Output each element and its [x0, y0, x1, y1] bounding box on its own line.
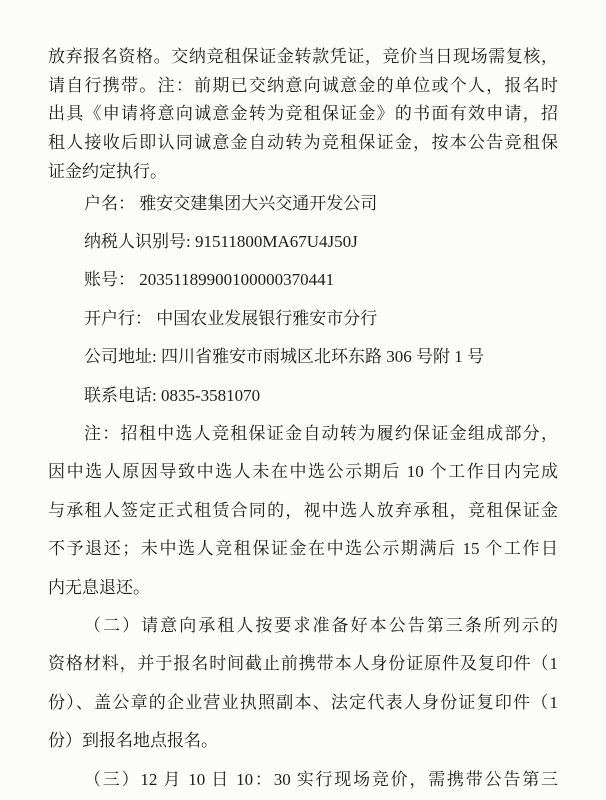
para-deposit-notice-line-2: 请自行携带。注：前期已交纳意向诚意金的单位或个人，报名时 [48, 75, 558, 95]
para-deposit-notice-line-3: 出具《申请将意向诚意金转为竞租保证金》的书面有效申请，招 [48, 104, 558, 124]
field-contact-phone: 联系电话: 0835-3581070 [84, 385, 261, 405]
para-item-two-line-2: 资格材料，并于报名时间截止前携带本人身份证原件及复印件（1 [48, 654, 558, 674]
field-taxpayer-id: 纳税人识别号: 91511800MA67U4J50J [84, 231, 358, 251]
para-item-three-line-1: （三）12 月 10 日 10：30 实行现场竞价，需携带公告第三 [84, 769, 558, 789]
para-item-two-line-1: （二）请意向承租人按要求准备好本公告第三条所列示的 [84, 615, 558, 635]
para-deposit-notice-line-4: 租人接收后即认同诚意金自动转为竞租保证金，按本公告竞租保 [48, 133, 558, 153]
para-deposit-notice-line-1: 放弃报名资格。交纳竞租保证金转款凭证，竞价当日现场需复核， [48, 47, 558, 66]
para-note-forfeit-line-4: 不予退还；未中选人竞租保证金在中选公示期满后 15 个工作日 [48, 539, 558, 559]
field-bank-name: 开户行： 中国农业发展银行雅安市分行 [84, 308, 378, 328]
field-account-number: 账号： 20351189900100000370441 [84, 270, 335, 290]
document-text-block [48, 43, 558, 799]
field-company-address: 公司地址: 四川省雅安市雨城区北环东路 306 号附 1 号 [84, 347, 484, 367]
para-item-two-line-3: 份）、盖公章的企业营业执照副本、法定代表人身份证复印件（1 [48, 692, 558, 712]
para-note-forfeit-line-3: 与承租人签定正式租赁合同的，视中选人放弃承租，竞租保证金 [48, 500, 558, 520]
field-account-name: 户名： 雅安交建集团大兴交通开发公司 [84, 193, 378, 213]
para-deposit-notice-line-5: 证金约定执行。 [48, 161, 167, 181]
para-item-two-line-4: 份）到报名地点报名。 [48, 731, 218, 751]
para-note-forfeit-line-5: 内无息退还。 [48, 577, 150, 597]
para-note-forfeit-line-2: 因中选人原因导致中选人未在中选公示期后 10 个工作日内完成 [48, 462, 558, 482]
para-note-forfeit-line-1: 注：招租中选人竞租保证金自动转为履约保证金组成部分， [84, 423, 558, 443]
